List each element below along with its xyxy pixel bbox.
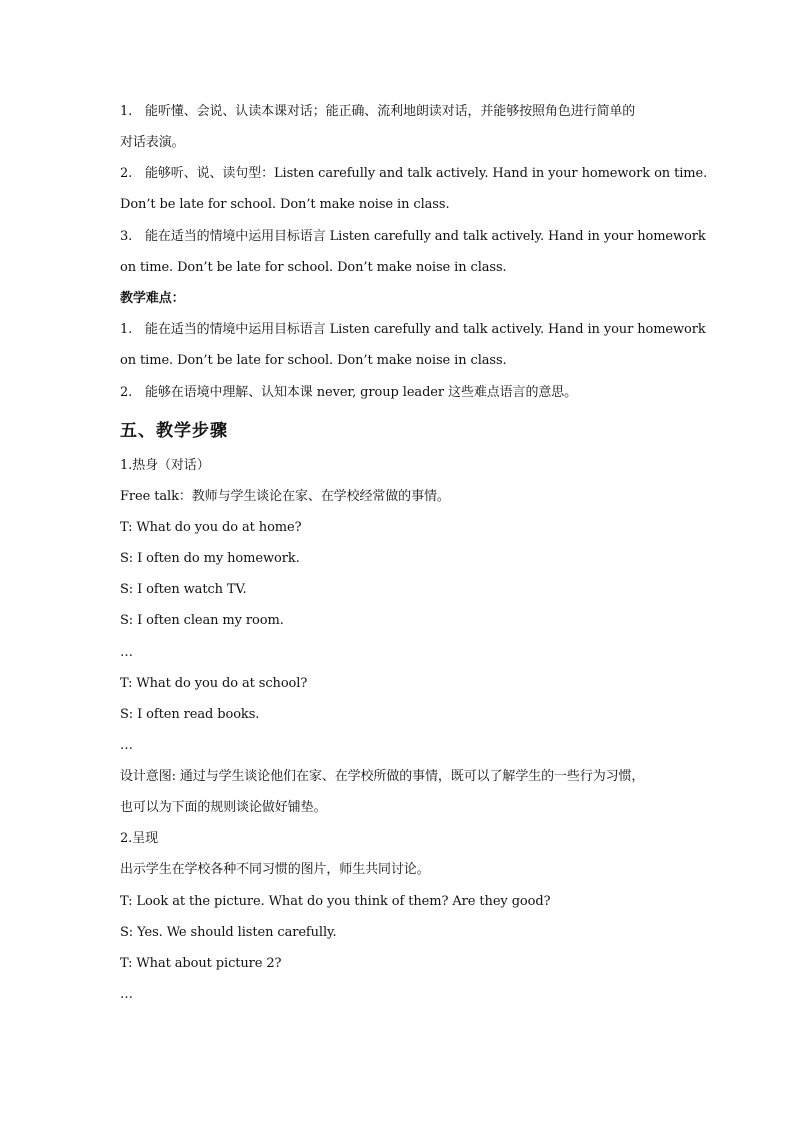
objective-item-2-line-1 bbox=[120, 165, 708, 183]
list-number: 3. bbox=[120, 229, 133, 244]
objective-item-3-line-1 bbox=[120, 228, 706, 246]
ellipsis: … bbox=[120, 987, 133, 1002]
objective-item-1-line-1 bbox=[120, 103, 680, 121]
design-intent-line-2: 也可以为下面的规则谈论做好铺垫。 bbox=[120, 800, 327, 815]
objective-text: 能够听、说、读句型：Listen carefully and talk actively. Hand in your homework on time. bbox=[145, 166, 708, 181]
difficulty-item-1-line-1 bbox=[120, 321, 706, 339]
design-intent-line-1: 设计意图: 通过与学生谈论他们在家、在学校所做的事情，既可以了解学生的一些行为习惯， bbox=[120, 769, 645, 784]
dialogue-line: S: I often clean my room. bbox=[120, 613, 284, 628]
dialogue-line: S: I often read books. bbox=[120, 707, 260, 722]
list-number: 1. bbox=[120, 104, 133, 119]
difficulty-item-2 bbox=[120, 384, 680, 402]
warmup-title: 1.热身（对话） bbox=[120, 458, 210, 473]
free-talk-text: Free talk：教师与学生谈论在家、在学校经常做的事情。 bbox=[120, 489, 450, 504]
dialogue-line: T: What do you do at home? bbox=[120, 520, 302, 535]
objective-item-3-line-2: on time. Don’t be late for school. Don’t make noise in class. bbox=[120, 260, 507, 275]
presentation-title: 2.呈现 bbox=[120, 831, 159, 846]
dialogue-line: S: I often watch TV. bbox=[120, 582, 247, 597]
dialogue-line: T: Look at the picture. What do you think of them? Are they good? bbox=[120, 894, 551, 909]
dialogue-line: S: I often do my homework. bbox=[120, 551, 300, 566]
ellipsis: … bbox=[120, 738, 133, 753]
dialogue-line: T: What do you do at school? bbox=[120, 676, 308, 691]
dialogue-line: T: What about picture 2? bbox=[120, 956, 282, 971]
objective-text: 能在适当的情境中运用目标语言 Listen carefully and talk actively. Hand in your homework bbox=[145, 229, 706, 244]
list-number: 1. bbox=[120, 322, 133, 337]
difficulty-text: 能在适当的情境中运用目标语言 Listen carefully and talk actively. Hand in your homework bbox=[145, 322, 706, 337]
list-number: 2. bbox=[120, 385, 133, 400]
section-heading: 五、教学步骤 bbox=[120, 421, 228, 441]
objective-item-1-line-2: 对话表演。 bbox=[120, 135, 185, 150]
difficulty-title: 教学难点： bbox=[120, 291, 185, 306]
presentation-description: 出示学生在学校各种不同习惯的图片，师生共同讨论。 bbox=[120, 862, 430, 877]
ellipsis: … bbox=[120, 645, 133, 660]
dialogue-line: S: Yes. We should listen carefully. bbox=[120, 925, 337, 940]
objective-item-2-line-2: Don’t be late for school. Don’t make noise in class. bbox=[120, 197, 450, 212]
difficulty-item-1-line-2: on time. Don’t be late for school. Don’t make noise in class. bbox=[120, 353, 507, 368]
list-number: 2. bbox=[120, 166, 133, 181]
objective-text: 能听懂、会说、认读本课对话；能正确、流利地朗读对话，并能够按照角色进行简单的 bbox=[145, 104, 636, 119]
difficulty-text: 能够在语境中理解、认知本课 never, group leader 这些难点语言的意思。 bbox=[145, 385, 578, 400]
